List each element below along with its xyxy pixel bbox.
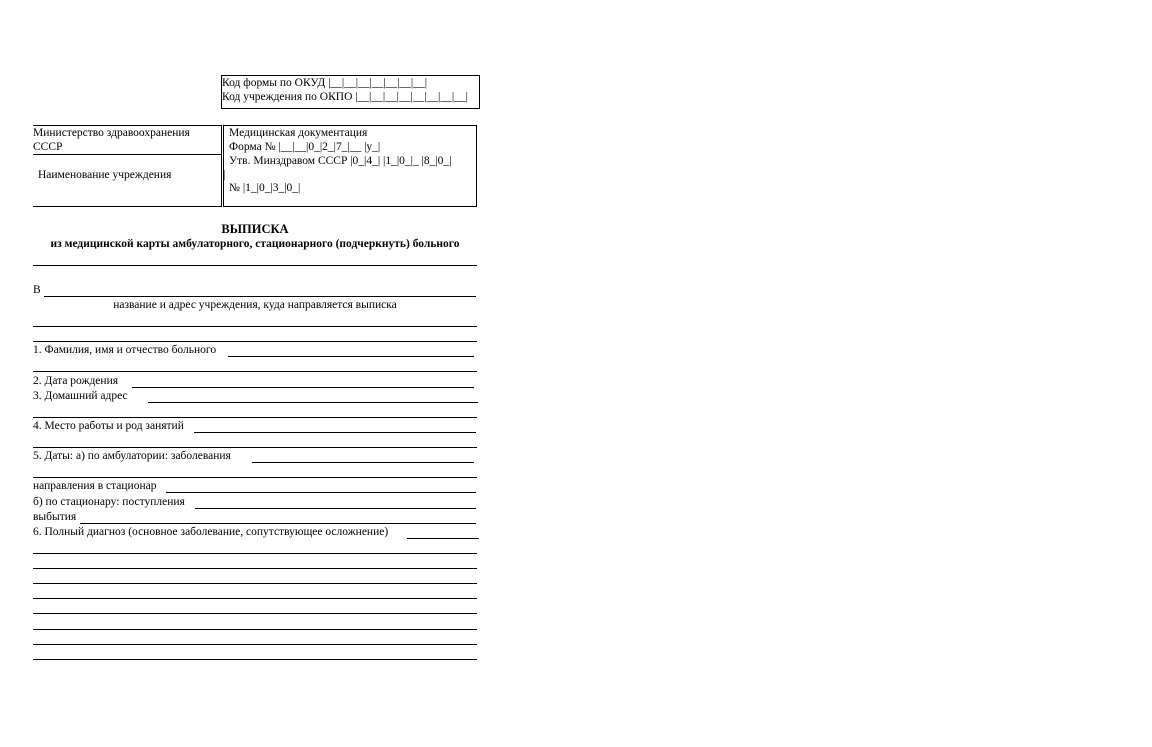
home-address-line[interactable] <box>148 402 478 403</box>
document-number: № |1_|0_|3_|0_| <box>229 182 301 194</box>
referral-label: направления в стационар <box>33 480 157 492</box>
ministry-label: Министерство здравоохранения <box>33 127 190 139</box>
patient-name-line-2[interactable] <box>33 371 477 372</box>
discharge-label: выбытия <box>33 511 77 523</box>
okud-code: Код формы по ОКУД |__|__|__|__|__|__|__| <box>222 77 428 89</box>
header-divider-1 <box>221 125 222 207</box>
to-field-line[interactable] <box>44 296 476 297</box>
header-left-bottom-line <box>33 206 221 207</box>
diagnosis-line-2[interactable] <box>33 553 477 554</box>
okpo-code: Код учреждения по ОКПО |__|__|__|__|__|__|__|__| <box>222 91 468 103</box>
admission-label: б) по стационару: поступления <box>33 496 185 508</box>
patient-name-line[interactable] <box>228 356 474 357</box>
doc-type-label: Медицинская документация <box>229 127 368 139</box>
workplace-line[interactable] <box>194 432 476 433</box>
birth-date-line[interactable] <box>132 387 474 388</box>
workplace-line-2[interactable] <box>33 447 477 448</box>
institution-label: Наименование учреждения <box>38 169 172 181</box>
document-subtitle: из медицинской карты амбулаторного, стационарного (подчеркнуть) больного <box>50 238 460 250</box>
pipe-mark: | <box>223 169 226 181</box>
approved-label: Утв. Минздравом СССР |0_|4_| |1_|0_|_ |8_|0_| <box>229 155 452 167</box>
diagnosis-line-3[interactable] <box>33 568 477 569</box>
to-line-2[interactable] <box>33 326 477 327</box>
to-label: В <box>33 284 41 296</box>
diagnosis-line-9[interactable] <box>33 659 477 660</box>
title-underline <box>33 265 477 266</box>
document-title: ВЫПИСКА <box>221 222 289 236</box>
form-number: Форма № |__|__|0_|2_|7_|__ |у_| <box>229 141 381 153</box>
diagnosis-line-5[interactable] <box>33 598 477 599</box>
illness-date-line[interactable] <box>252 462 474 463</box>
diagnosis-line-4[interactable] <box>33 583 477 584</box>
home-address-line-2[interactable] <box>33 417 477 418</box>
diagnosis-line-7[interactable] <box>33 629 477 630</box>
referral-line[interactable] <box>166 492 476 493</box>
dates-line-2[interactable] <box>33 477 477 478</box>
diagnosis-line-8[interactable] <box>33 644 477 645</box>
birth-date-label: 2. Дата рождения <box>33 375 119 387</box>
home-address-label: 3. Домашний адрес <box>33 390 128 402</box>
workplace-label: 4. Место работы и род занятий <box>33 420 184 432</box>
discharge-line[interactable] <box>80 523 476 524</box>
to-caption: название и адрес учреждения, куда направляется выписка <box>113 299 397 311</box>
header-left-mid-line <box>33 154 221 155</box>
diagnosis-line-6[interactable] <box>33 613 477 614</box>
diagnosis-label: 6. Полный диагноз (основное заболевание, сопутствующее осложнение) <box>33 526 389 538</box>
ministry-label-2: СССР <box>33 141 63 153</box>
to-line-3[interactable] <box>33 341 477 342</box>
patient-name-label: 1. Фамилия, имя и отчество больного <box>33 344 217 356</box>
dates-outpatient-label: 5. Даты: а) по амбулатории: заболевания <box>33 450 231 462</box>
header-left-top-line <box>33 125 221 126</box>
diagnosis-line[interactable] <box>407 538 479 539</box>
admission-line[interactable] <box>195 508 476 509</box>
